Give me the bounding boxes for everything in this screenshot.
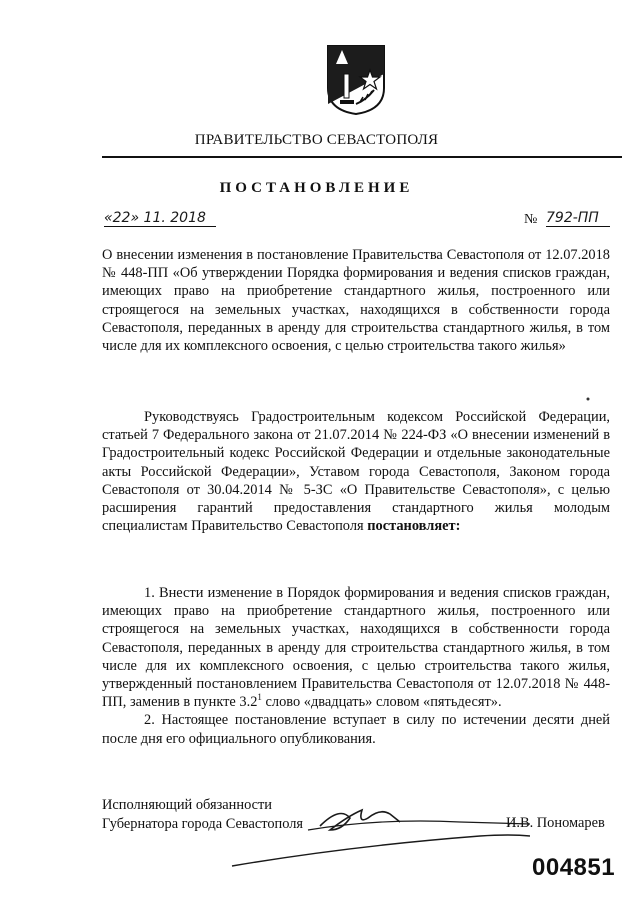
item-1-superscript: 1 [257,692,262,703]
document-number: 792-ПП [546,210,610,227]
item-1 [102,584,610,711]
subject-text: О внесении изменения в постановление Правительства Севастополя от 12.07.2018 № 448-ПП «Об утверждении Порядка формирования и ведения списков граждан, имеющих право на приобретение стандартного жилья, построенного или строящегося на земельных участках, находящихся в собственности города Севастополя, переданных в аренду для строительства стандартного жилья, в том числе для их комплексного освоения, с целью строительства такого жилья» [102,247,610,355]
header-divider [102,156,622,158]
item-2: 2. Настоящее постановление вступает в силу по истечении десяти дней после дня его официального опубликования. [102,712,610,747]
signer-position-line1: Исполняющий обязанности [102,797,273,813]
number-prefix: № [524,212,538,227]
decree-items [102,584,610,748]
decree-word: постановляет: [367,518,461,535]
coat-of-arms-icon [326,44,386,116]
item-1-text-end: слово «двадцать» словом «пятьдесят». [261,694,502,711]
preamble [102,408,610,535]
document-type-title: ПОСТАНОВЛЕНИЕ [219,180,414,196]
serial-number: 004851 [532,854,616,881]
scan-speck [586,388,590,392]
signer-name: И.В. Пономарев [506,815,605,831]
preamble-text: Руководствуясь Градостроительным кодексом Российской Федерации, статьей 7 Федерального закона от 21.07.2014 № 224-ФЗ «О внесении изменений в Градостроительный кодекс Российской Федерации и отдельные законодательные акты Российской Федерации», Уставом города Севастополя, Законом города Севастополя от 30.04.2014 № 5-ЗС «О Правительстве Севастополя», с целью расширения гарантий предоставления стандартного жилья молодым специалистам Правительство Севастополя [102,409,610,535]
handwritten-signature [230,796,530,872]
signer-position-line2: Губернатора города Севастополя [102,815,304,832]
government-title: ПРАВИТЕЛЬСТВО СЕВАСТОПОЛЯ [194,132,439,148]
item-1-text: 1. Внести изменение в Порядок формирования и ведения списков граждан, имеющих право на приобретение стандартного жилья, построенного или строящегося на земельных участках, находящихся в собственности города Севастополя, переданных в аренду для строительства стандартного жилья, в том числе для их комплексного освоения, с целью строительства такого жилья, утвержденный постановлением Правительства Севастополя от 12.07.2018 № 448-ПП, заменив в пункте 3.2 [102,585,610,711]
document-date: «22» 11. 2018 [104,210,216,227]
document-subject [102,246,610,355]
